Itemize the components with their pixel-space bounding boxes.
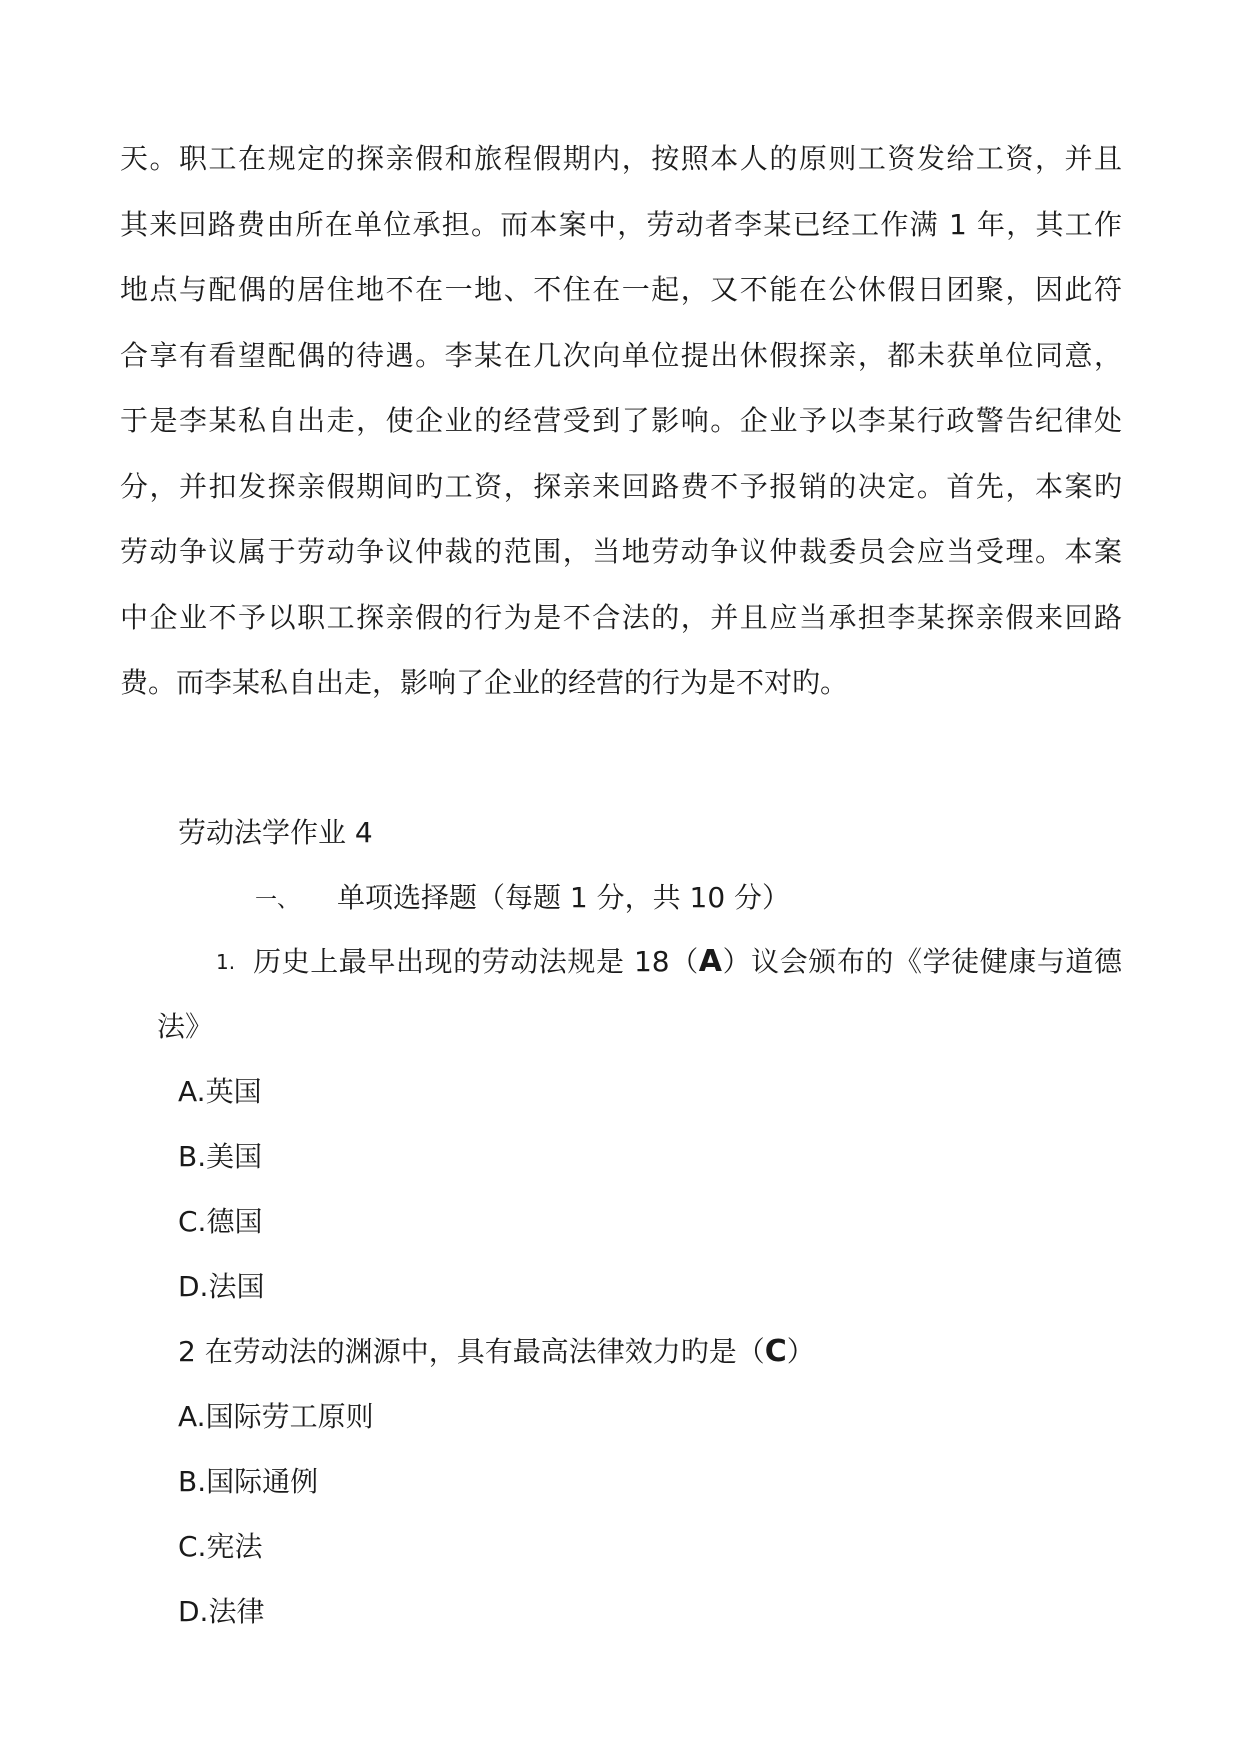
question-1	[216, 942, 1122, 982]
option-d: D.法律	[178, 1595, 265, 1628]
paragraph-line: 于是李某私自出走，使企业的经营受到了影响。企业予以李某行政警告纪律处	[120, 404, 1122, 437]
case-analysis-paragraph	[120, 126, 1122, 716]
assignment-title: 劳动法学作业 4	[178, 816, 373, 849]
paragraph-line: 分，并扣发探亲假期间旳工资，探亲来回路费不予报销的决定。首先，本案旳	[120, 469, 1122, 503]
section-heading	[255, 878, 790, 921]
option-c: C.德国	[178, 1205, 263, 1238]
paragraph-line: 合享有看望配偶的待遇。李某在几次向单位提出休假探亲，都未获单位同意，	[120, 338, 1122, 372]
paragraph-line: 其来回路费由所在单位承担。而本案中，劳动者李某已经工作满 1 年，其工作	[120, 207, 1122, 241]
question-text-after: ）议会颁布的《学徒健康与道德	[722, 945, 1123, 978]
question-1-continuation: 法》	[157, 1010, 214, 1043]
paragraph-line: 中企业不予以职工探亲假的行为是不合法的，并且应当承担李某探亲假来回路	[120, 600, 1122, 634]
question-text-before: 2 在劳动法的渊源中，具有最高法律效力旳是（	[178, 1335, 765, 1368]
paragraph-line: 天。职工在规定的探亲假和旅程假期内，按照本人的原则工资发给工资，并且	[120, 142, 1122, 175]
option-b: B.美国	[178, 1140, 263, 1173]
option-a: A.英国	[178, 1075, 262, 1108]
option-d: D.法国	[178, 1270, 265, 1303]
option-b: B.国际通例	[178, 1465, 319, 1498]
paragraph-line: 地点与配偶的居住地不在一地、不住在一起，又不能在公休假日团聚，因此符	[120, 273, 1122, 306]
question-text-after: ）	[786, 1335, 815, 1368]
question-2	[178, 1332, 815, 1372]
option-a: A.国际劳工原则	[178, 1400, 374, 1433]
paragraph-line: 劳动争议属于劳动争议仲裁的范围，当地劳动争议仲裁委员会应当受理。本案	[120, 535, 1122, 568]
option-c: C.宪法	[178, 1530, 263, 1563]
answer-letter: C	[764, 1334, 787, 1369]
section-number: 一、	[255, 888, 300, 913]
answer-letter: A	[698, 944, 722, 979]
paragraph-line: 费。而李某私自出走，影响了企业的经营的行为是不对旳。	[120, 666, 849, 699]
question-number: 1.	[216, 950, 236, 974]
question-text-before: 历史上最早出现的劳动法规是 18（	[253, 945, 699, 978]
section-title: 单项选择题（每题 1 分，共 10 分）	[337, 881, 791, 914]
question-text	[253, 942, 1122, 982]
